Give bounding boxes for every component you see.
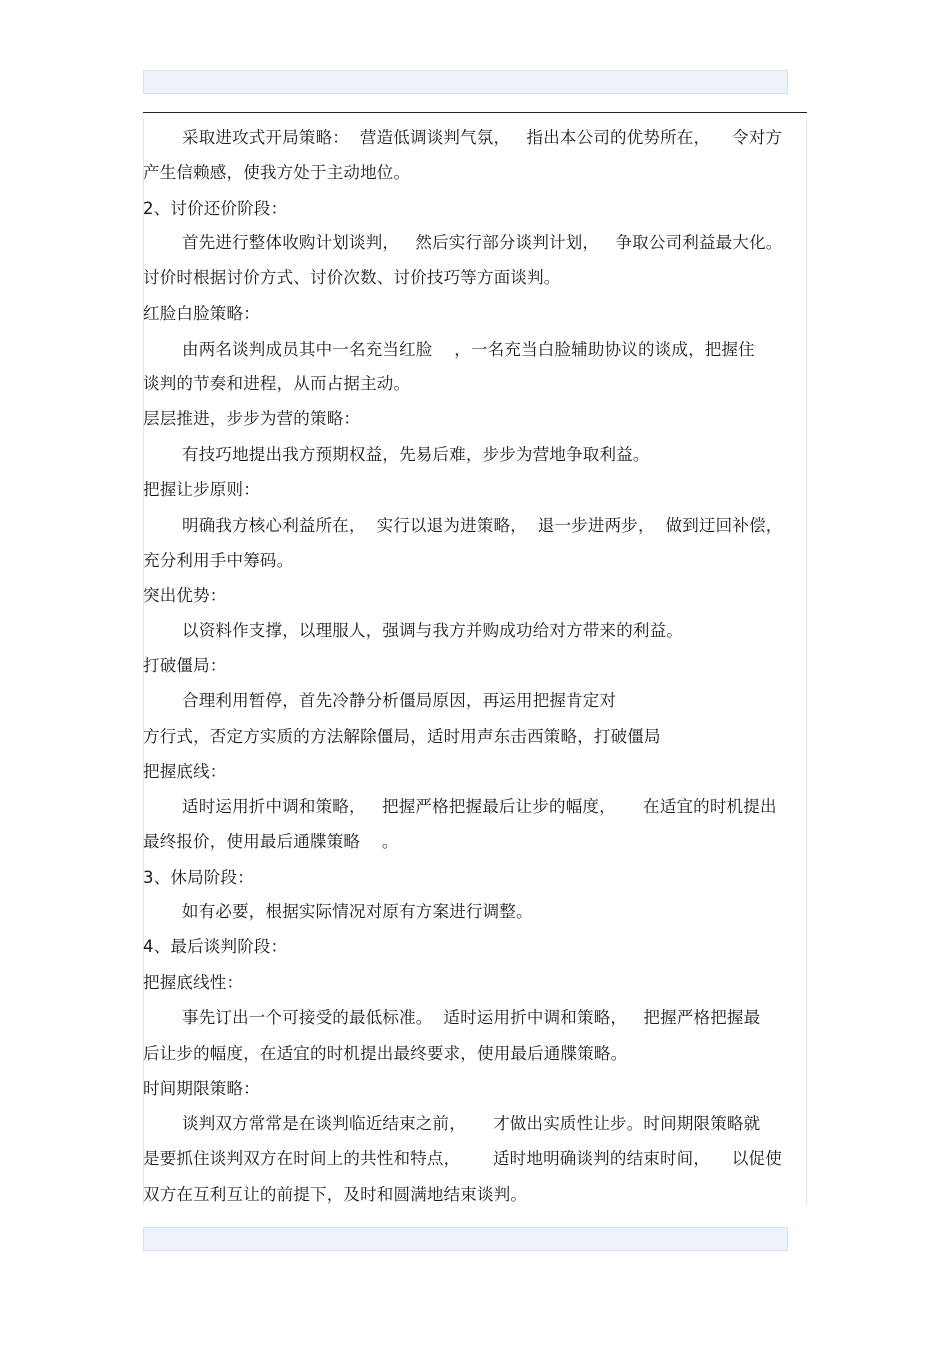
text-line: 首先进行整体收购计划谈判， 然后实行部分谈判计划， 争取公司利益最大化。 [182,233,783,252]
subheading: 把握底线： [143,762,227,781]
text-line: 讨价时根据讨价方式、讨价次数、讨价技巧等方面谈判。 [143,268,561,287]
text-line: 后让步的幅度，在适宜的时机提出最终要求，使用最后通牒策略。 [143,1044,628,1063]
section-heading: 4、最后谈判阶段： [143,937,288,956]
text-line: 有技巧地提出我方预期权益，先易后难，步步为营地争取利益。 [182,445,650,464]
page-footer-band [143,1227,788,1251]
text-line: 谈判双方常常是在谈判临近结束之前， 才做出实质性让步。时间期限策略就 [182,1114,761,1133]
text-line: 方行式，否定方实质的方法解除僵局，适时用声东击西策略，打破僵局 [143,727,661,746]
text-line: 充分利用手中筹码。 [143,551,294,570]
subheading: 把握底线性： [143,973,244,992]
text-line: 谈判的节奏和进程，从而占据主动。 [143,374,411,393]
subheading: 层层推进，步步为营的策略： [143,409,361,428]
text-line: 是要抓住谈判双方在时间上的共性和特点， 适时地明确谈判的结束时间， 以促使 [143,1149,782,1168]
header-divider [143,112,807,113]
subheading: 时间期限策略： [143,1079,260,1098]
page-header-band [143,70,788,94]
subheading: 打破僵局： [143,656,227,675]
text-line: 采取进攻式开局策略： 营造低调谈判气氛， 指出本公司的优势所在， 令对方 [182,128,783,147]
section-heading: 2、讨价还价阶段： [143,199,288,218]
text-line: 如有必要，根据实际情况对原有方案进行调整。 [182,902,533,921]
text-line: 以资料作支撑，以理服人，强调与我方并购成功给对方带来的利益。 [182,621,683,640]
text-line: 事先订出一个可接受的最低标准。 适时运用折中调和策略， 把握严格把握最 [182,1008,761,1027]
text-line: 双方在互利互让的前提下，及时和圆满地结束谈判。 [143,1185,528,1204]
text-line: 由两名谈判成员其中一名充当红脸 ，一名充当白脸辅助协议的谈成，把握住 [182,340,755,359]
text-line: 适时运用折中调和策略， 把握严格把握最后让步的幅度， 在适宜的时机提出 [182,797,777,816]
text-line: 最终报价，使用最后通牒策略 。 [143,832,399,851]
section-heading: 3、休局阶段： [143,868,254,887]
text-line: 合理利用暂停，首先冷静分析僵局原因，再运用把握肯定对 [182,691,617,710]
subheading: 把握让步原则： [143,480,260,499]
text-line: 产生信赖感，使我方处于主动地位。 [143,163,411,182]
subheading: 红脸白脸策略： [143,304,260,323]
subheading: 突出优势： [143,586,227,605]
text-line: 明确我方核心利益所在， 实行以退为进策略， 退一步进两步， 做到迂回补偿， [182,516,783,535]
